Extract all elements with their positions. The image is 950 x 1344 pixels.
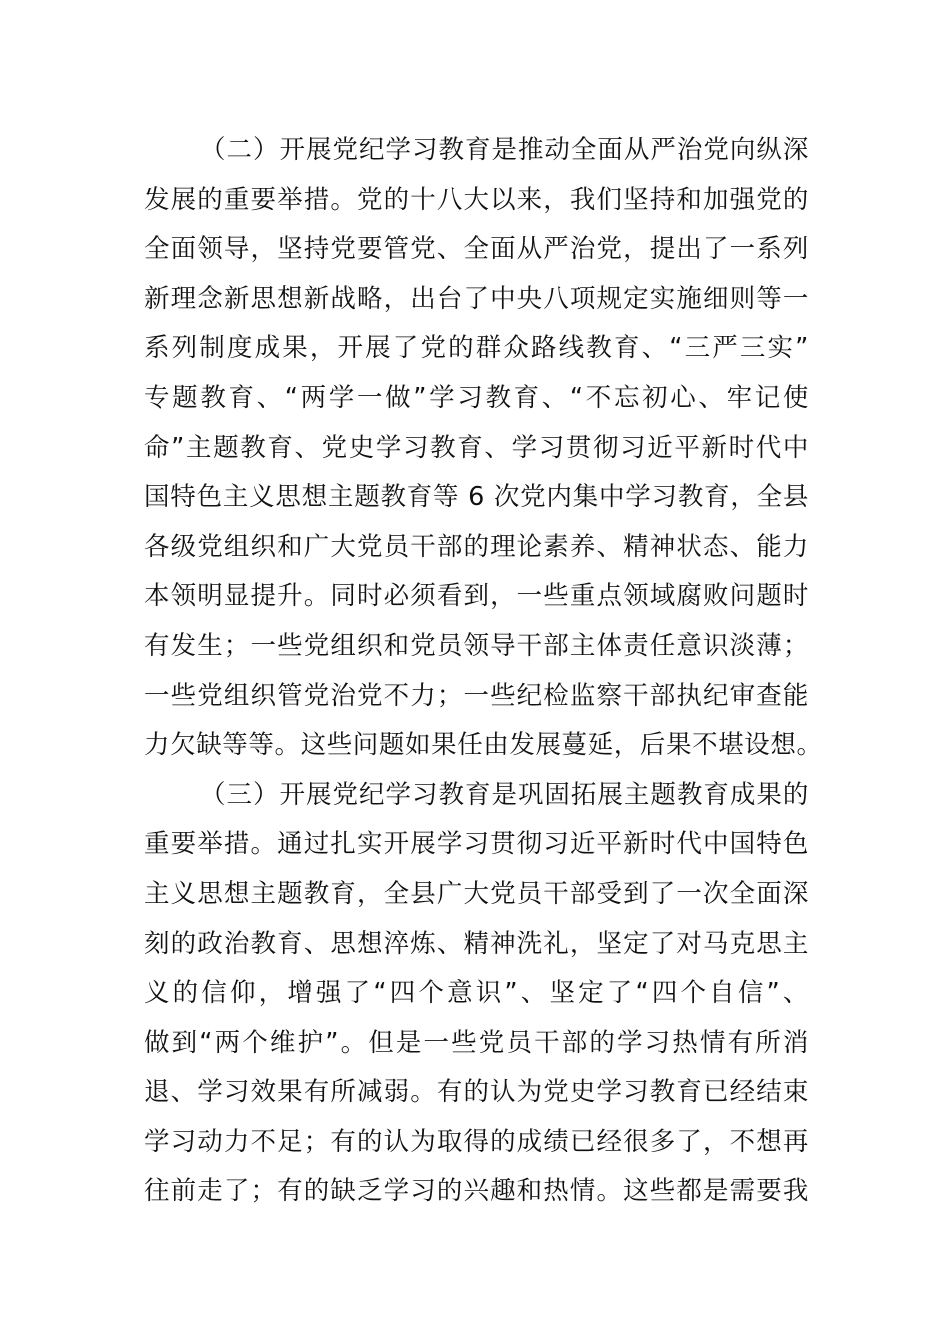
paragraph-line: 力欠缺等等。这些问题如果任由发展蔓延，后果不堪设想。 <box>144 730 823 761</box>
paragraph-3 <box>144 771 809 1217</box>
paragraph-2 <box>144 126 823 771</box>
paragraph-line: 发展的重要举措。党的十八大以来，我们坚持和加强党的 <box>144 184 809 215</box>
paragraph-line: 系列制度成果，开展了党的群众路线教育、“三严三实” <box>144 333 809 364</box>
paragraph-line: 有发生；一些党组织和党员领导干部主体责任意识淡薄； <box>144 630 809 661</box>
paragraph-line: 刻的政治教育、思想淬炼、精神洗礼，坚定了对马克思主 <box>144 928 809 959</box>
paragraph-line: 学习动力不足；有的认为取得的成绩已经很多了，不想再 <box>144 1126 809 1157</box>
paragraph-line: 国特色主义思想主题教育等 6 次党内集中学习教育，全县 <box>144 482 809 513</box>
paragraph-line: 主义思想主题教育，全县广大党员干部受到了一次全面深 <box>144 878 809 909</box>
paragraph-line: 全面领导，坚持党要管党、全面从严治党，提出了一系列 <box>144 234 809 265</box>
paragraph-line: 一些党组织管党治党不力；一些纪检监察干部执纪审查能 <box>144 680 809 711</box>
paragraph-line: 往前走了；有的缺乏学习的兴趣和热情。这些都是需要我 <box>144 1176 809 1207</box>
paragraph-line: 重要举措。通过扎实开展学习贯彻习近平新时代中国特色 <box>144 829 809 860</box>
paragraph-line: 做到“两个维护”。但是一些党员干部的学习热情有所消 <box>144 1027 809 1058</box>
paragraph-line: 命”主题教育、党史学习教育、学习贯彻习近平新时代中 <box>144 432 809 463</box>
paragraph-line: 退、学习效果有所减弱。有的认为党史学习教育已经结束 <box>144 1077 809 1108</box>
paragraph-line: 本领明显提升。同时必须看到，一些重点领域腐败问题时 <box>144 581 809 612</box>
paragraph-line: 专题教育、“两学一做”学习教育、“不忘初心、牢记使 <box>144 382 809 413</box>
paragraph-line: 新理念新思想新战略，出台了中央八项规定实施细则等一 <box>144 283 809 314</box>
paragraph-line: （三）开展党纪学习教育是巩固拓展主题教育成果的 <box>200 779 809 810</box>
document-body <box>144 126 823 1217</box>
paragraph-line: 各级党组织和广大党员干部的理论素养、精神状态、能力 <box>144 531 809 562</box>
paragraph-line: 义的信仰，增强了“四个意识”、坚定了“四个自信”、 <box>144 978 810 1009</box>
paragraph-line: （二）开展党纪学习教育是推动全面从严治党向纵深 <box>200 135 809 165</box>
